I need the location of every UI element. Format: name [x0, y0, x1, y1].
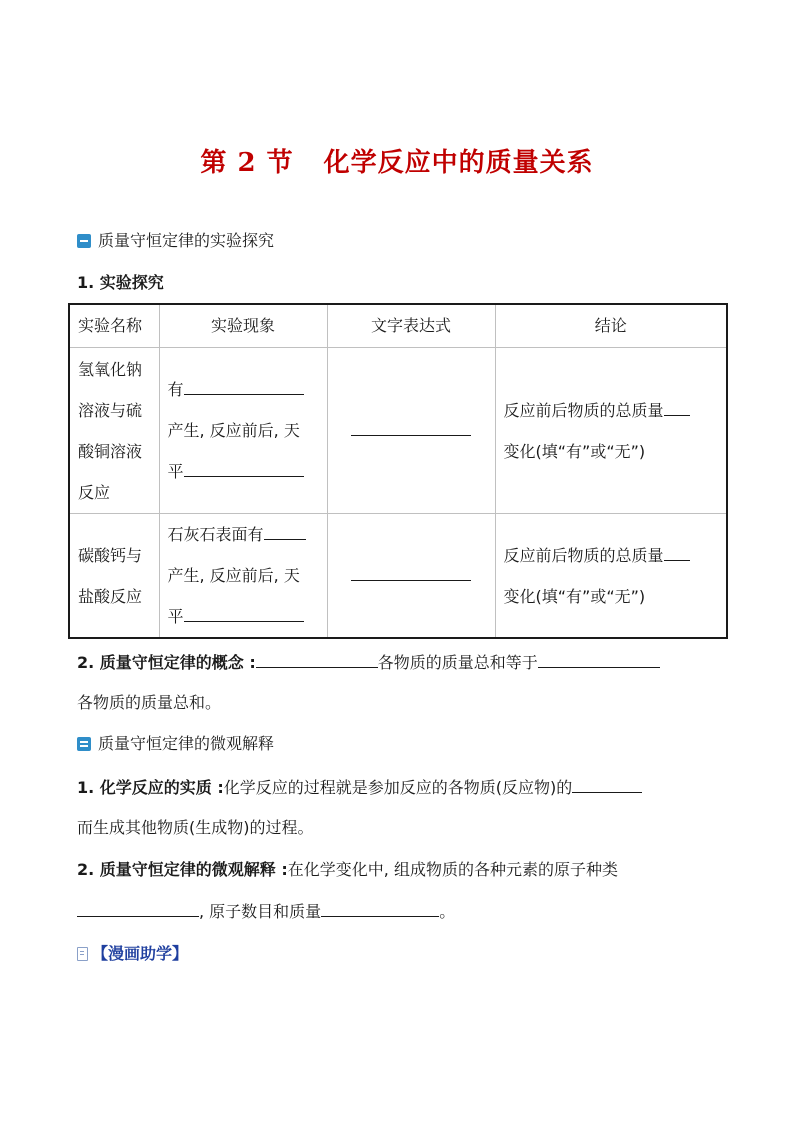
comic-help-label: 【漫画助学】 [77, 943, 188, 965]
micro-explanation-end: , 原子数目和质量 。 [77, 900, 455, 923]
fill-blank[interactable] [264, 523, 306, 540]
word-equation-cell [327, 348, 495, 514]
word-equation-cell [327, 514, 495, 639]
table-row [69, 514, 727, 639]
table-header: 实验名称 [69, 304, 159, 348]
fill-blank[interactable] [184, 460, 304, 477]
experiment-conclusion: 反应前后物质的总质量 变化(填“有”或“无”) [495, 348, 727, 514]
fill-blank[interactable] [256, 651, 378, 668]
experiment-conclusion: 反应前后物质的总质量 变化(填“有”或“无”) [495, 514, 727, 639]
section-heading-micro [77, 733, 274, 755]
fill-blank[interactable] [77, 900, 199, 917]
section-two-icon [77, 737, 91, 751]
table-row [69, 348, 727, 514]
experiment-name: 碳酸钙与 盐酸反应 [69, 514, 159, 639]
table-header: 结论 [495, 304, 727, 348]
section-title: 化学反应中的质量关系 [323, 148, 594, 178]
document-icon [77, 947, 88, 961]
section-number: 第 2 节 [200, 148, 294, 178]
experiment-phenomenon: 有 产生, 反应前后, 天 平 [159, 348, 327, 514]
experiment-phenomenon: 石灰石表面有 产生, 反应前后, 天 平 [159, 514, 327, 639]
micro-explanation-line: 2. 质量守恒定律的微观解释 :在化学变化中, 组成物质的各种元素的原子种类 [77, 860, 618, 879]
section-heading-text: 质量守恒定律的实验探究 [98, 231, 275, 250]
subheading-experiment [77, 272, 164, 294]
experiment-name: 氢氧化钠 溶液与硫 酸铜溶液 反应 [69, 348, 159, 514]
section-heading-experiment [77, 230, 274, 252]
reaction-essence-line: 1. 化学反应的实质 :化学反应的过程就是参加反应的各物质(反应物)的 [77, 776, 642, 799]
subheading-text: 1. 实验探究 [77, 273, 164, 292]
fill-blank[interactable] [664, 544, 690, 561]
fill-blank[interactable] [321, 900, 439, 917]
fill-blank[interactable] [538, 651, 660, 668]
concept-line-end: 各物质的质量总和。 [77, 693, 222, 712]
fill-blank[interactable] [351, 562, 471, 581]
concept-line: 2. 质量守恒定律的概念 : 各物质的质量总和等于 [77, 651, 660, 674]
table-header-row [69, 304, 727, 348]
experiment-table [68, 303, 728, 639]
section-one-icon [77, 234, 91, 248]
table-header: 实验现象 [159, 304, 327, 348]
fill-blank[interactable] [664, 399, 690, 416]
fill-blank[interactable] [184, 605, 304, 622]
fill-blank[interactable] [184, 378, 304, 395]
section-heading-text: 质量守恒定律的微观解释 [98, 734, 275, 753]
page-title [0, 142, 794, 179]
fill-blank[interactable] [572, 776, 642, 793]
reaction-essence-end: 而生成其他物质(生成物)的过程。 [77, 818, 314, 837]
table-header: 文字表达式 [327, 304, 495, 348]
fill-blank[interactable] [351, 417, 471, 436]
